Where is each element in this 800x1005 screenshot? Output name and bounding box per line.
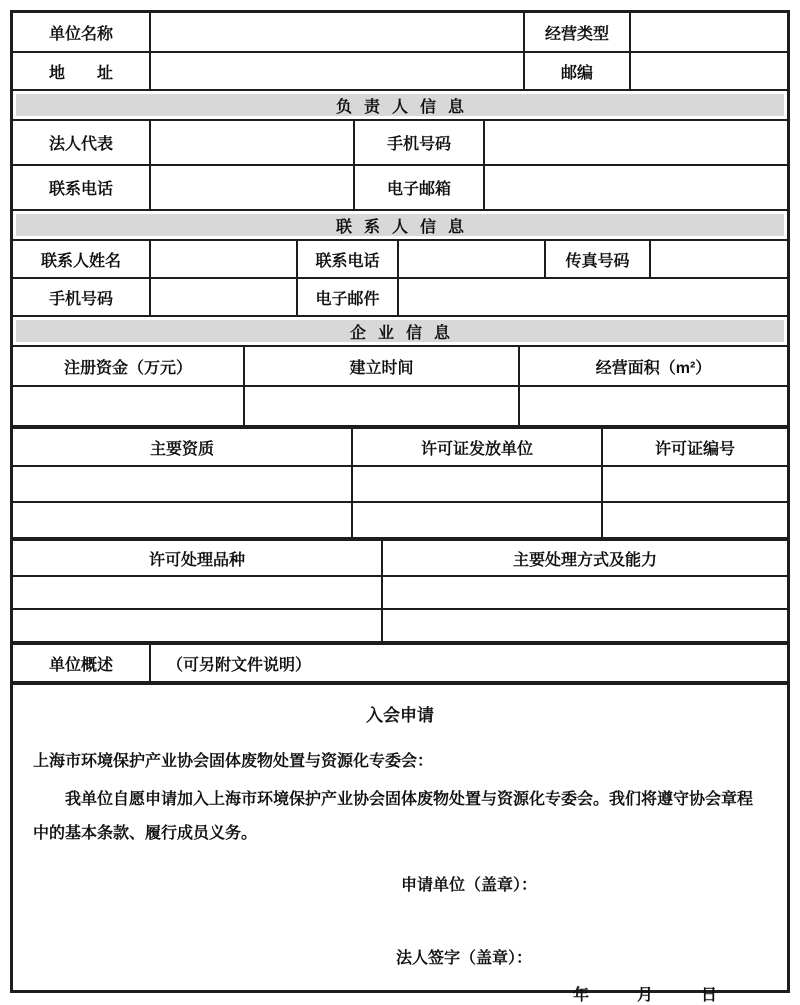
label-main-qualification: 主要资质	[13, 429, 353, 465]
label-business-type: 经营类型	[525, 13, 631, 51]
legal-signature-line: 法人签字（盖章）：	[396, 950, 533, 968]
row-qualification-values-1	[13, 467, 787, 503]
business-area-value-cell	[520, 387, 787, 425]
row-permit-values-2	[13, 610, 787, 643]
qualification-value-cell	[13, 503, 353, 537]
label-license-number: 许可证编号	[654, 440, 735, 458]
legal-representative-value-cell	[151, 121, 355, 164]
label-fax-number: 传真号码	[546, 241, 651, 277]
contact-phone-2-value-cell	[399, 241, 546, 277]
contact-name-value-cell	[151, 241, 298, 277]
row-unit-overview	[13, 643, 787, 683]
membership-form-table	[10, 10, 790, 1005]
application-title: 入会申请	[366, 706, 434, 725]
postcode-value-cell	[631, 53, 787, 89]
license-number-value-cell	[603, 503, 787, 537]
license-issuer-value-cell	[353, 503, 603, 537]
label-established-date: 建立时间	[245, 347, 520, 385]
row-contact-phone	[13, 166, 787, 211]
unit-name-value-cell	[151, 13, 525, 51]
email-value-cell	[485, 166, 787, 209]
label-business-area: 经营面积（m²）	[595, 359, 712, 377]
label-registered-capital: 注册资金（万元）	[13, 347, 245, 385]
contact-mobile-value-cell	[151, 279, 298, 315]
section-header-contact	[13, 211, 787, 241]
membership-application-section	[13, 683, 787, 1005]
label-address: 地 址	[13, 53, 151, 89]
row-permit-values-1	[13, 577, 787, 610]
label-contact-phone: 联系电话	[13, 166, 151, 209]
date-line: 年 月 日	[573, 987, 718, 1005]
contact-email-value-cell	[399, 279, 787, 315]
fax-number-value-cell	[651, 241, 787, 277]
row-enterprise-values	[13, 387, 787, 427]
row-permit-headers	[13, 539, 787, 577]
registered-capital-value-cell	[13, 387, 245, 425]
row-unit-name	[13, 13, 787, 53]
application-salutation: 上海市环境保护产业协会固体废物处置与资源化专委会：	[33, 753, 434, 770]
established-date-value-cell	[245, 387, 520, 425]
label-unit-overview: 单位概述	[13, 645, 151, 681]
label-email: 电子邮箱	[355, 166, 485, 209]
license-number-value-cell	[603, 467, 787, 501]
mobile-number-value-cell	[485, 121, 787, 164]
permitted-waste-types-value-cell	[13, 610, 383, 641]
row-qualification-values-2	[13, 503, 787, 539]
label-legal-representative: 法人代表	[13, 121, 151, 164]
permitted-waste-types-value-cell	[13, 577, 383, 608]
label-contact-email: 电子邮件	[298, 279, 399, 315]
label-unit-name: 单位名称	[13, 13, 151, 51]
address-value-cell	[151, 53, 525, 89]
label-contact-name: 联系人姓名	[13, 241, 151, 277]
treatment-methods-value-cell	[383, 610, 787, 641]
label-permitted-waste-types: 许可处理品种	[13, 541, 383, 575]
application-body: 我单位自愿申请加入上海市环境保护产业协会固体废物处置与资源化专委会。我们将遵守协会章程中的基本条款、履行成员义务。	[33, 791, 754, 842]
row-qualification-headers	[13, 427, 787, 467]
section-header-responsible	[13, 91, 787, 121]
label-license-issuer: 许可证发放单位	[353, 429, 603, 465]
license-issuer-value-cell	[353, 467, 603, 501]
row-contact-mobile	[13, 279, 787, 317]
section-header-contact-text: 联系人信息	[16, 214, 784, 236]
treatment-methods-value-cell	[383, 577, 787, 608]
unit-overview-note: （可另附文件说明）	[167, 656, 312, 674]
row-contact-name	[13, 241, 787, 279]
label-contact-mobile: 手机号码	[13, 279, 151, 315]
qualification-value-cell	[13, 467, 353, 501]
label-contact-phone-2: 联系电话	[298, 241, 399, 277]
contact-phone-value-cell	[151, 166, 355, 209]
label-mobile-number: 手机号码	[355, 121, 485, 164]
row-enterprise-headers	[13, 347, 787, 387]
section-header-enterprise-text: 企业信息	[16, 320, 784, 342]
label-postcode: 邮编	[525, 53, 631, 89]
applicant-seal-line: 申请单位（盖章）：	[401, 877, 538, 895]
section-header-enterprise	[13, 317, 787, 347]
label-treatment-methods: 主要处理方式及能力	[512, 551, 657, 569]
section-header-responsible-text: 负责人信息	[16, 94, 784, 116]
row-address	[13, 53, 787, 91]
row-legal-representative	[13, 121, 787, 166]
business-type-value-cell	[631, 13, 787, 51]
